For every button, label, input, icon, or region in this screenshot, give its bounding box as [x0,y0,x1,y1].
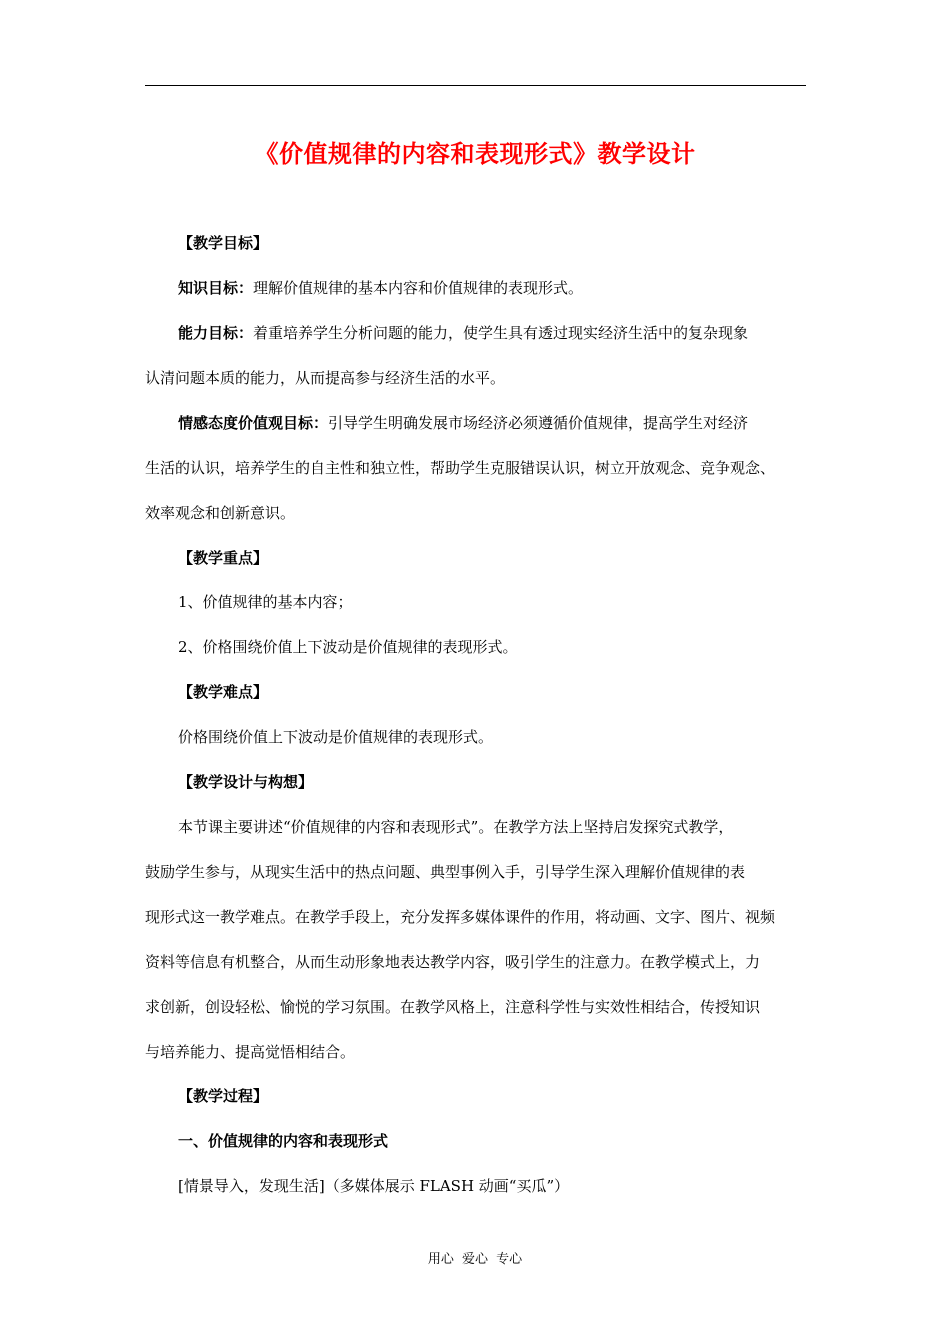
page-footer: 用心 爱心 专心 [427,1252,523,1267]
emotion-goal-text: 引导学生明确发展市场经济必须遵循价值规律，提高学生对经济 [328,414,749,432]
ability-goal [178,322,848,344]
key-point-1: 1、价值规律的基本内容； [178,593,353,611]
difficulty-heading: 【教学难点】 [178,683,269,701]
process-intro-text: [情景导入，发现生活]（多媒体展示 FLASH 动画“买瓜”） [178,1177,570,1195]
emotion-goal-line-3: 效率观念和创新意识。 [145,504,296,522]
design-heading: 【教学设计与构想】 [178,773,314,791]
knowledge-goal [178,277,848,299]
ability-goal-text: 着重培养学生分析问题的能力，使学生具有透过现实经济生活中的复杂现象 [253,324,749,342]
design-paragraph-line-6: 与培养能力、提高觉悟相结合。 [145,1043,356,1061]
emotion-goal [178,412,848,434]
knowledge-goal-label: 知识目标： [178,279,254,297]
emotion-goal-line-2: 生活的认识，培养学生的自主性和独立性，帮助学生克服错误认识，树立开放观念、竞争观念、 [145,459,776,477]
key-points-heading: 【教学重点】 [178,549,269,567]
design-paragraph-line-2: 鼓励学生参与，从现实生活中的热点问题、典型事例入手，引导学生深入理解价值规律的表 [145,863,746,881]
design-paragraph-line-1: 本节课主要讲述“价值规律的内容和表现形式”。在教学方法上坚持启发探究式教学， [178,818,734,836]
ability-goal-continued: 认清问题本质的能力，从而提高参与经济生活的水平。 [145,369,506,387]
emotion-goal-label: 情感态度价值观目标： [178,414,329,432]
knowledge-goal-text: 理解价值规律的基本内容和价值规律的表现形式。 [253,279,584,297]
design-paragraph-line-5: 求创新，创设轻松、愉悦的学习氛围。在教学风格上，注意科学性与实效性相结合，传授知识 [145,998,761,1016]
difficulty-text: 价格围绕价值上下波动是价值规律的表现形式。 [178,728,494,746]
ability-goal-label: 能力目标： [178,324,254,342]
document-title: 《价值规律的内容和表现形式》教学设计 [254,140,696,168]
design-paragraph-line-3: 现形式这一教学难点。在教学手段上，充分发挥多媒体课件的作用，将动画、文字、图片、视频 [145,908,776,926]
goals-heading: 【教学目标】 [178,234,269,252]
key-point-2: 2、价格围绕价值上下波动是价值规律的表现形式。 [178,638,518,656]
design-paragraph-line-4: 资料等信息有机整合，从而生动形象地表达教学内容，吸引学生的注意力。在教学模式上，力 [145,953,761,971]
process-heading: 【教学过程】 [178,1087,269,1105]
header-rule [145,85,806,86]
process-sub-heading: 一、价值规律的内容和表现形式 [178,1132,389,1150]
